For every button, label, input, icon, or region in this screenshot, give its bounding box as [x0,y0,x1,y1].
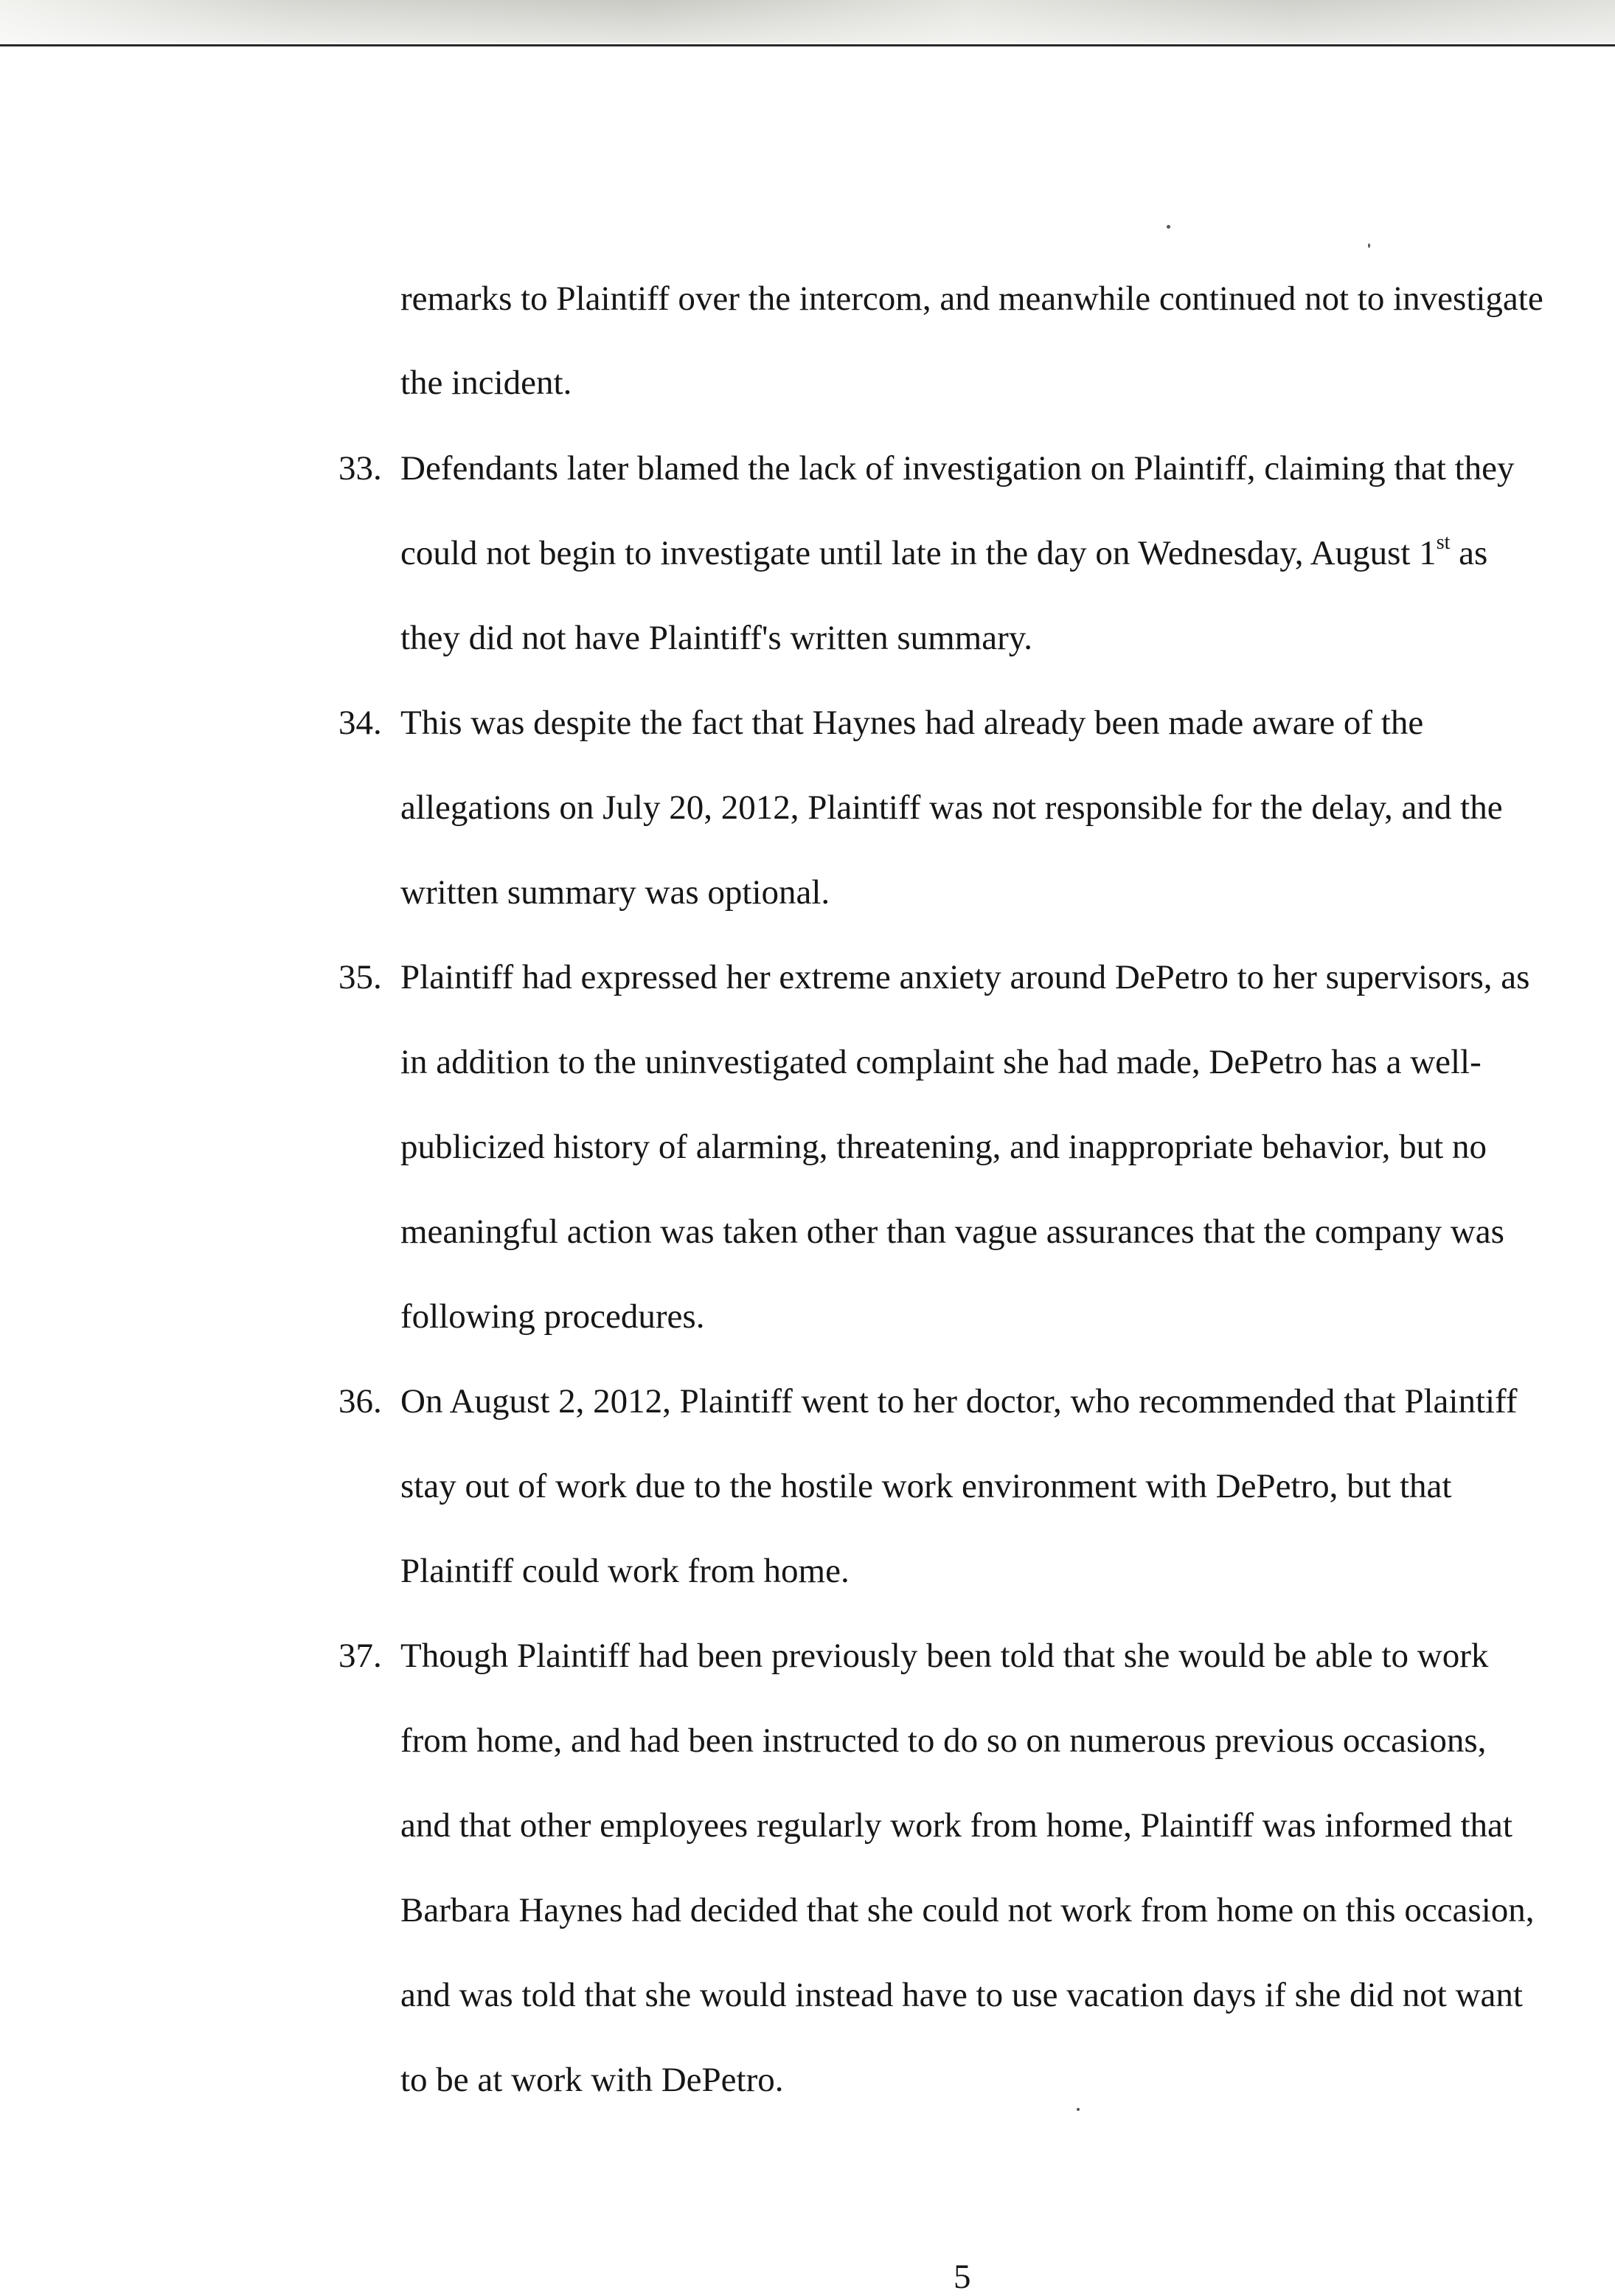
paragraph-37-line-1: Though Plaintiff had been previously been told that she would be able to work [400,1637,1489,1675]
paragraph-35-line-3: publicized history of alarming, threatening, and inappropriate behavior, but no [400,1128,1487,1166]
paragraph-34-line-1: This was despite the fact that Haynes had already been made aware of the [400,704,1424,742]
paragraph-number-37: 37. [338,1637,382,1675]
paragraph-37-line-6: to be at work with DePetro. [400,2061,784,2099]
ordinal-superscript: st [1436,531,1451,555]
paragraph-35-line-1: Plaintiff had expressed her extreme anxiety around DePetro to her supervisors, as [400,958,1530,996]
paragraph-32-line-2: the incident. [400,364,572,402]
paragraph-33-line-2-text: could not begin to investigate until late in the day on Wednesday, August 1 [400,534,1437,572]
paragraph-36-line-2: stay out of work due to the hostile work environment with DePetro, but that [400,1467,1452,1505]
paragraph-37-line-2: from home, and had been instructed to do so on numerous previous occasions, [400,1721,1487,1760]
paragraph-36-line-3: Plaintiff could work from home. [400,1552,850,1590]
paragraph-number-35: 35. [338,958,382,996]
paragraph-33-line-1: Defendants later blamed the lack of investigation on Plaintiff, claiming that they [400,449,1515,488]
scan-speck [1167,225,1170,229]
page-number: 5 [954,2258,971,2296]
scan-speck [1077,2108,1080,2111]
paragraph-number-36: 36. [338,1382,382,1421]
paragraph-number-33: 33. [338,449,382,488]
scan-speck [1368,243,1370,248]
paragraph-32-line-1: remarks to Plaintiff over the intercom, and meanwhile continued not to investigate [400,280,1543,318]
paragraph-35-line-4: meaningful action was taken other than vague assurances that the company was [400,1213,1504,1251]
paragraph-35-line-2: in addition to the uninvestigated complaint she had made, DePetro has a well- [400,1043,1482,1081]
paragraph-34-line-2: allegations on July 20, 2012, Plaintiff was not responsible for the delay, and the [400,788,1503,827]
paragraph-33-line-2-tail: as [1450,534,1488,572]
paragraph-37-line-4: Barbara Haynes had decided that she could not work from home on this occasion, [400,1891,1535,1929]
paragraph-36-line-1: On August 2, 2012, Plaintiff went to her doctor, who recommended that Plaintiff [400,1382,1518,1421]
paragraph-number-34: 34. [338,704,382,742]
paragraph-37-line-5: and was told that she would instead have to use vacation days if she did not want [400,1976,1523,2014]
paragraph-34-line-3: written summary was optional. [400,873,830,912]
paragraph-33-line-2 [400,531,1488,572]
paragraph-37-line-3: and that other employees regularly work from home, Plaintiff was informed that [400,1806,1512,1845]
paragraph-33-line-3: they did not have Plaintiff's written summary. [400,619,1032,657]
paragraph-35-line-5: following procedures. [400,1297,705,1336]
